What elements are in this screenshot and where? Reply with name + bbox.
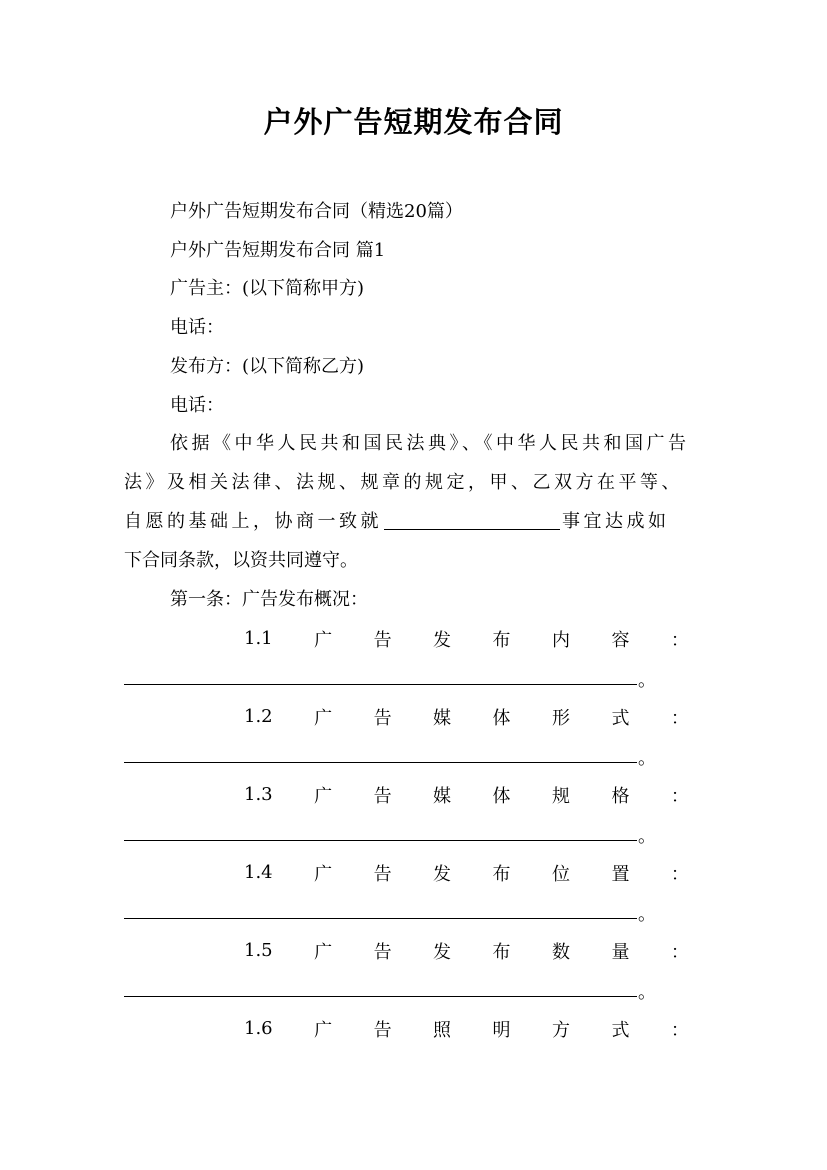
item-label-char: 体	[492, 785, 511, 807]
item-period: 。	[638, 982, 656, 1003]
item-label-char: 告	[373, 1019, 392, 1041]
item-label-char: 内	[551, 629, 570, 651]
item-label-char: 广	[314, 863, 333, 885]
item-label-char: 方	[551, 1019, 570, 1041]
item-label-char: 量	[611, 941, 630, 963]
item-label-char: 告	[373, 707, 392, 729]
item-label-char: 告	[373, 863, 392, 885]
item-fill-line[interactable]	[124, 814, 654, 853]
item-colon: ：	[670, 629, 689, 651]
item-label-char: 发	[433, 629, 452, 651]
item-number: 1.5	[244, 940, 273, 961]
item-colon: ：	[670, 863, 689, 885]
blank-underline	[124, 840, 637, 841]
item-colon: ：	[670, 1019, 689, 1041]
item-number: 1.3	[244, 784, 273, 805]
item-fill-line[interactable]	[124, 736, 654, 775]
item-label-char: 规	[551, 785, 570, 807]
document-subtitle: 户外广告短期发布合同（精选20篇）	[170, 201, 463, 222]
paragraph-line-3-start: 自愿的基础上，协商一致就	[124, 511, 382, 532]
item-heading	[244, 931, 689, 970]
item-label-char: 置	[611, 863, 630, 885]
subject-blank[interactable]	[384, 509, 560, 530]
item-label-char: 明	[492, 1019, 511, 1041]
item-number: 1.1	[244, 628, 273, 649]
item-label-char: 式	[611, 1019, 630, 1041]
item-number: 1.2	[244, 706, 273, 727]
item-fill-line[interactable]	[124, 970, 654, 1009]
item-label-char: 布	[492, 941, 511, 963]
item-heading	[244, 775, 689, 814]
item-label-char: 布	[492, 629, 511, 651]
blank-underline	[124, 684, 637, 685]
paragraph-line-4: 下合同条款，以资共同遵守。	[124, 550, 358, 571]
item-label-char: 广	[314, 785, 333, 807]
item-label-char: 广	[314, 1019, 333, 1041]
item-label-char: 数	[551, 941, 570, 963]
item-heading	[244, 697, 689, 736]
item-label-char: 发	[433, 941, 452, 963]
item-label-char: 告	[373, 629, 392, 651]
item-number: 1.6	[244, 1018, 273, 1039]
blank-underline	[124, 996, 637, 997]
item-label-char: 广	[314, 707, 333, 729]
item-label-char: 告	[373, 785, 392, 807]
document-title: 户外广告短期发布合同	[263, 105, 564, 139]
item-heading	[244, 853, 689, 892]
item-colon: ：	[670, 785, 689, 807]
item-period: 。	[638, 826, 656, 847]
item-label-char: 容	[611, 629, 630, 651]
item-period: 。	[638, 904, 656, 925]
item-label-char: 发	[433, 863, 452, 885]
item-label-char: 广	[314, 941, 333, 963]
item-label-char: 照	[433, 1019, 452, 1041]
item-colon: ：	[670, 941, 689, 963]
item-heading	[244, 1009, 689, 1048]
item-label-char: 形	[551, 707, 570, 729]
item-heading	[244, 619, 689, 658]
item-label-char: 媒	[433, 707, 452, 729]
item-period: 。	[638, 670, 656, 691]
item-label-char: 广	[314, 629, 333, 651]
publisher-line: 发布方：(以下简称乙方)	[170, 356, 365, 377]
article-1-heading: 第一条：广告发布概况：	[170, 589, 368, 610]
item-label-char: 告	[373, 941, 392, 963]
advertiser-line: 广告主：(以下简称甲方)	[170, 278, 365, 299]
blank-underline	[124, 762, 637, 763]
item-label-char: 布	[492, 863, 511, 885]
blank-underline	[124, 918, 637, 919]
item-fill-line[interactable]	[124, 892, 654, 931]
item-colon: ：	[670, 707, 689, 729]
paragraph-line-1: 依据《中华人民共和国民法典》、《中华人民共和国广告	[170, 433, 690, 454]
phone-line-2: 电话：	[170, 395, 224, 416]
paragraph-line-3-end: 事宜达成如	[562, 511, 670, 532]
part-heading: 户外广告短期发布合同 篇1	[170, 240, 386, 261]
paragraph-line-3	[124, 502, 714, 541]
paragraph-line-2: 法》及相关法律、法规、规章的规定，甲、乙双方在平等、	[124, 472, 683, 493]
item-label-char: 位	[551, 863, 570, 885]
item-number: 1.4	[244, 862, 273, 883]
item-label-char: 体	[492, 707, 511, 729]
item-period: 。	[638, 748, 656, 769]
item-label-char: 格	[611, 785, 630, 807]
item-label-char: 媒	[433, 785, 452, 807]
item-fill-line[interactable]	[124, 658, 654, 697]
phone-line-1: 电话：	[170, 317, 224, 338]
item-label-char: 式	[611, 707, 630, 729]
